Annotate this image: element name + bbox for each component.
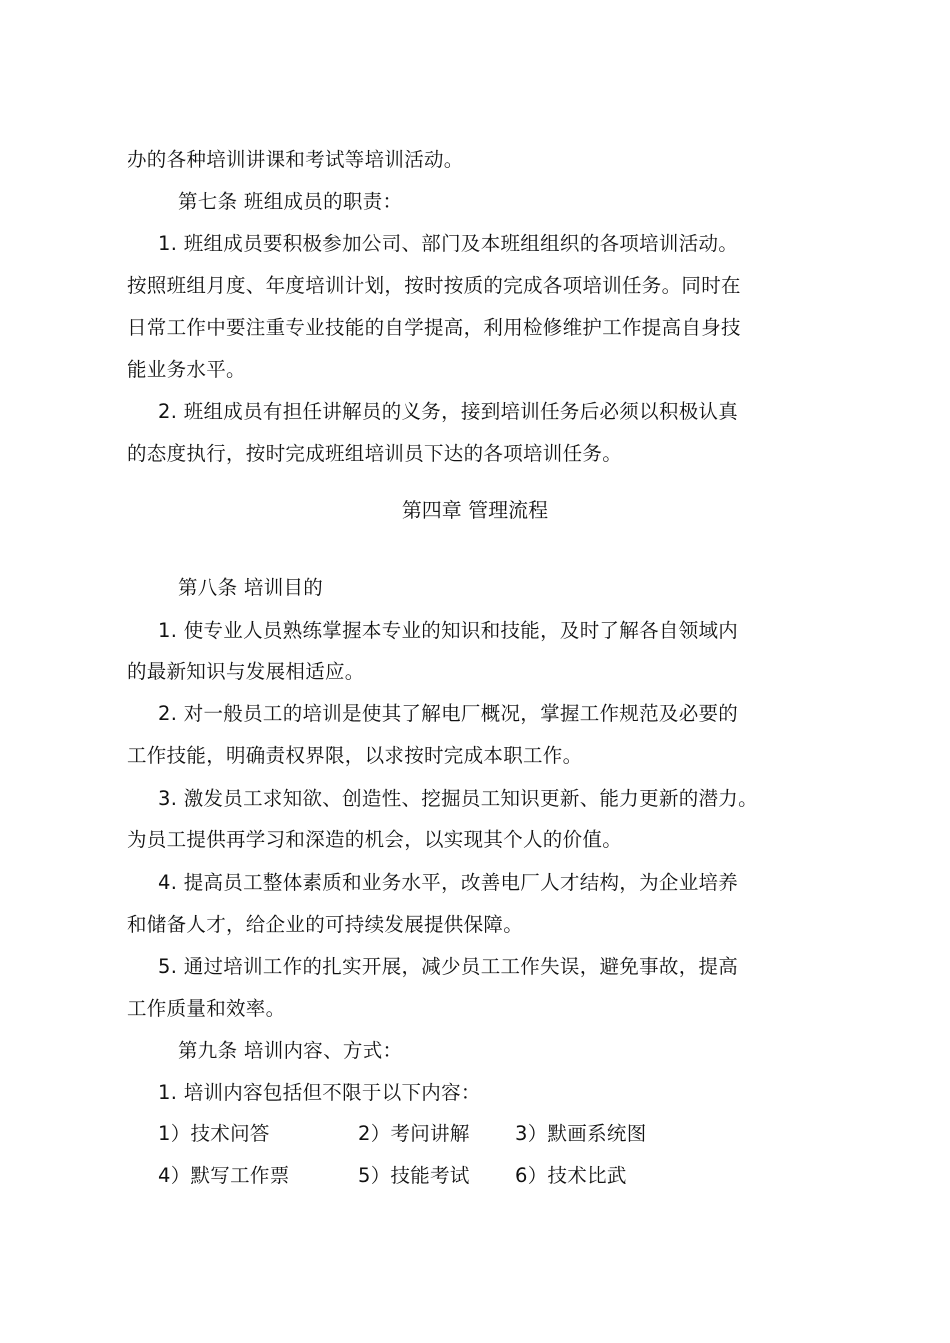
training-option: 6）技术比武 [515,1164,627,1187]
text-line: 和储备人才，给企业的可持续发展提供保障。 [127,913,524,936]
article-heading-8: 第八条 培训目的 [178,576,324,599]
article-heading-9: 第九条 培训内容、方式： [178,1039,403,1062]
training-option: 3）默画系统图 [515,1122,647,1145]
text-line: 能业务水平。 [127,358,246,381]
text-line: 1. 使专业人员熟练掌握本专业的知识和技能，及时了解各自领域内 [158,619,739,642]
training-option: 4）默写工作票 [158,1164,290,1187]
chapter-title: 第四章 管理流程 [401,498,549,522]
text-line: 1. 培训内容包括但不限于以下内容： [158,1081,481,1104]
text-line: 为员工提供再学习和深造的机会，以实现其个人的价值。 [127,828,623,851]
training-option: 1）技术问答 [158,1122,270,1145]
text-line: 工作技能，明确责权界限，以求按时完成本职工作。 [127,744,583,767]
training-option: 5）技能考试 [358,1164,470,1187]
text-line: 办的各种培训讲课和考试等培训活动。 [127,148,464,171]
text-line: 4. 提高员工整体素质和业务水平，改善电厂人才结构，为企业培养 [158,871,739,894]
training-option: 2）考问讲解 [358,1122,470,1145]
text-line: 的最新知识与发展相适应。 [127,660,365,683]
text-line: 1. 班组成员要积极参加公司、部门及本班组组织的各项培训活动。 [158,232,739,255]
text-line: 3. 激发员工求知欲、创造性、挖掘员工知识更新、能力更新的潜力。 [158,787,758,810]
text-line: 工作质量和效率。 [127,997,286,1020]
text-line: 按照班组月度、年度培训计划，按时按质的完成各项培训任务。同时在 [127,274,741,297]
text-line: 日常工作中要注重专业技能的自学提高，利用检修维护工作提高自身技 [127,316,741,339]
text-line: 2. 对一般员工的培训是使其了解电厂概况，掌握工作规范及必要的 [158,702,739,725]
text-line: 的态度执行，按时完成班组培训员下达的各项培训任务。 [127,442,623,465]
text-line: 2. 班组成员有担任讲解员的义务，接到培训任务后必须以积极认真 [158,400,739,423]
text-line: 5. 通过培训工作的扎实开展，减少员工工作失误，避免事故，提高 [158,955,739,978]
article-heading-7: 第七条 班组成员的职责： [178,190,403,213]
